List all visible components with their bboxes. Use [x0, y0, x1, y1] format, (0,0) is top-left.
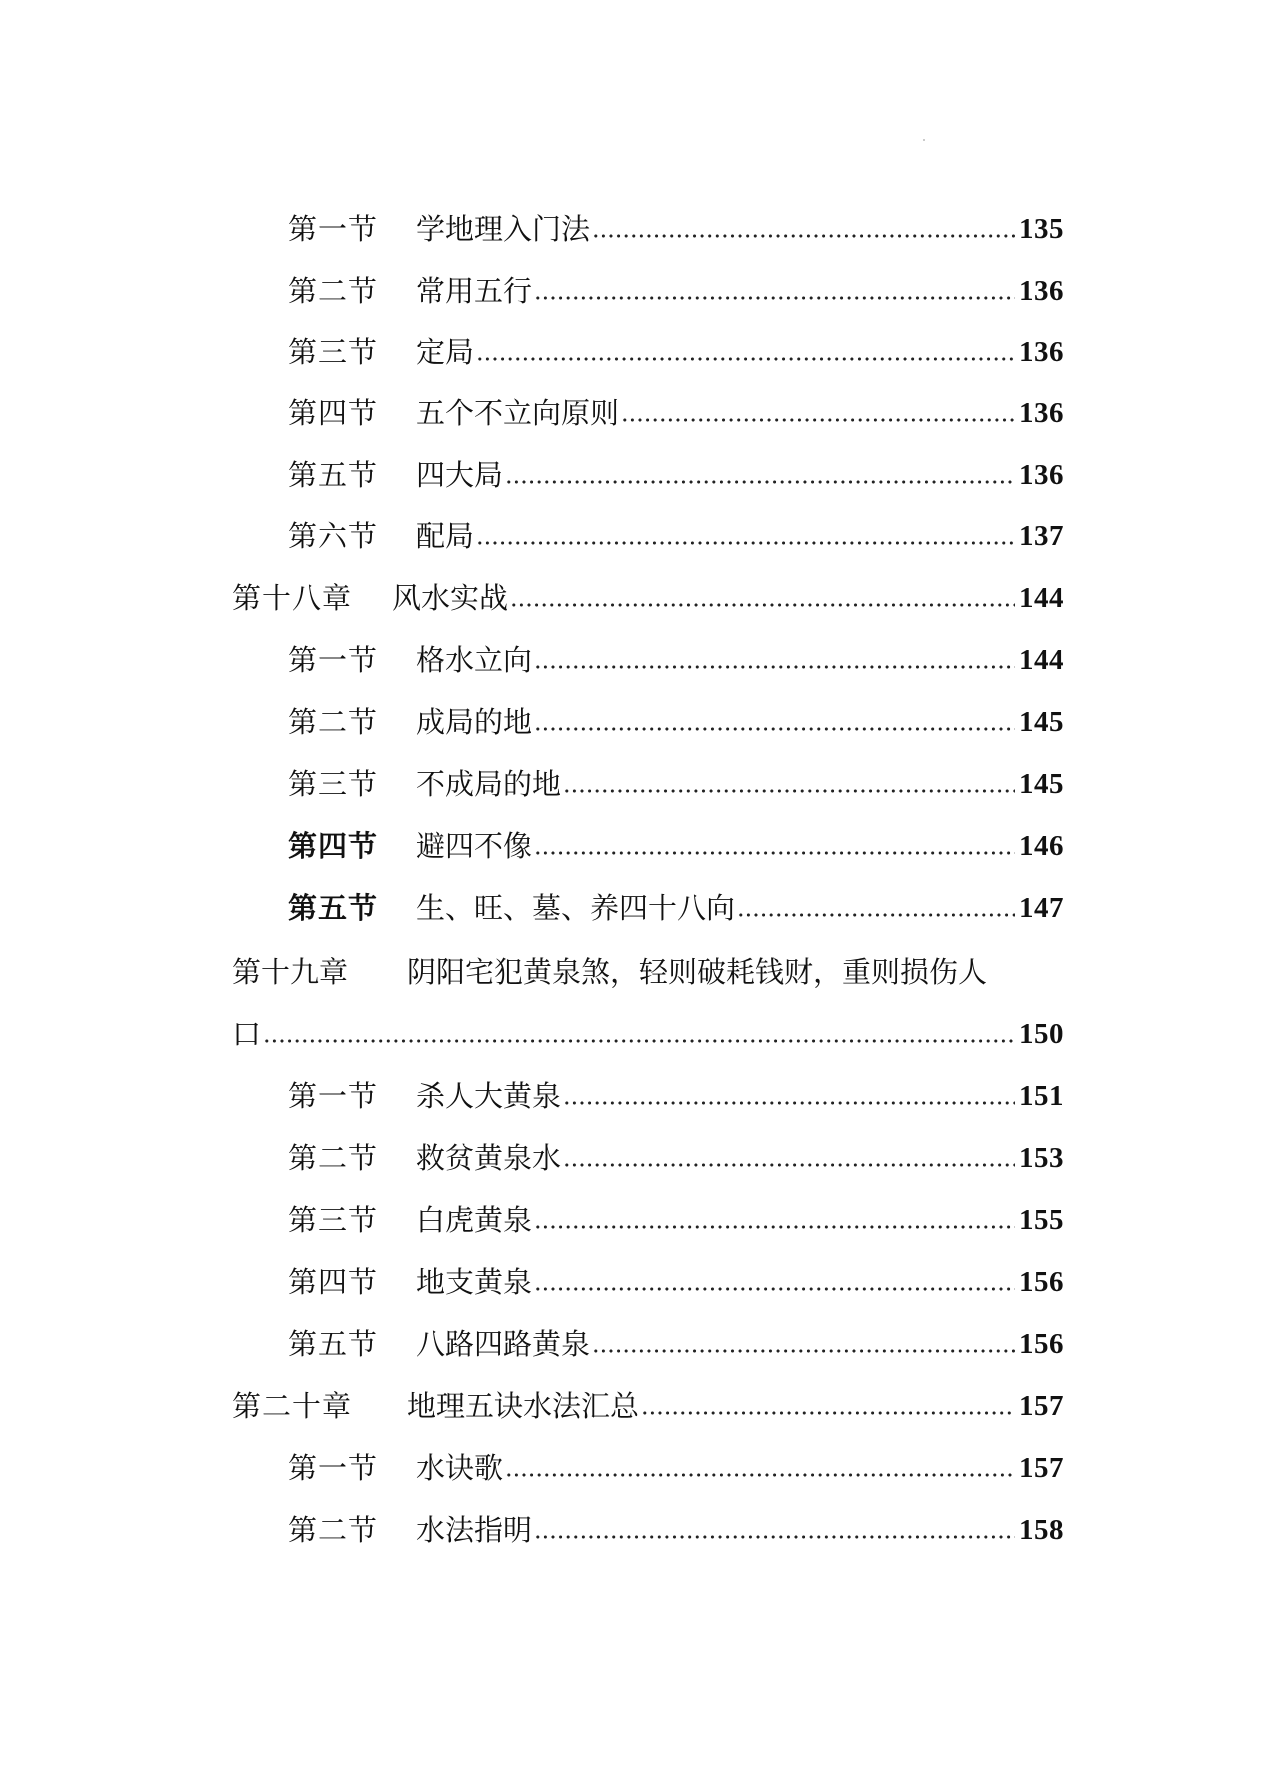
section-title: 水诀歌 — [416, 1451, 504, 1485]
toc-entry[interactable] — [288, 512, 1064, 560]
dot-leader — [534, 1532, 1015, 1542]
section-number: 第四节 — [288, 829, 379, 863]
page-number: 145 — [1019, 706, 1064, 738]
dot-leader — [621, 415, 1015, 425]
toc-entry[interactable] — [288, 1134, 1064, 1182]
section-number: 第二节 — [288, 1141, 379, 1175]
section-title: 格水立向 — [416, 643, 533, 677]
dot-leader — [534, 662, 1015, 672]
chapter-title-line2: 口 — [232, 1017, 262, 1051]
chapter-number: 第十九章 — [232, 955, 349, 989]
dot-leader — [263, 1036, 1015, 1046]
page-number: 136 — [1019, 459, 1064, 491]
toc-chapter-entry-line1[interactable] — [232, 948, 1064, 996]
page-number: 144 — [1019, 582, 1064, 614]
toc-entry[interactable] — [288, 328, 1064, 376]
section-title: 定局 — [416, 335, 475, 369]
page-number: 135 — [1019, 213, 1064, 245]
page-number: 157 — [1019, 1390, 1064, 1422]
page-number: 147 — [1019, 892, 1064, 924]
toc-entry[interactable] — [288, 1072, 1064, 1120]
section-number: 第五节 — [288, 891, 379, 925]
page-number: 151 — [1019, 1080, 1064, 1112]
section-title: 避四不像 — [416, 829, 533, 863]
section-title: 成局的地 — [416, 705, 533, 739]
section-title: 不成局的地 — [416, 767, 562, 801]
dot-leader — [737, 910, 1015, 920]
section-title: 水法指明 — [416, 1513, 533, 1547]
section-number: 第四节 — [288, 1265, 379, 1299]
section-number: 第六节 — [288, 519, 379, 553]
section-number: 第二节 — [288, 705, 379, 739]
section-number: 第五节 — [288, 1327, 379, 1361]
section-number: 第四节 — [288, 396, 379, 430]
scan-speck — [923, 139, 925, 141]
toc-entry[interactable] — [288, 760, 1064, 808]
page-number: 157 — [1019, 1452, 1064, 1484]
chapter-title: 地理五诀水法汇总 — [407, 1389, 640, 1423]
section-title: 四大局 — [416, 458, 504, 492]
page-number: 136 — [1019, 336, 1064, 368]
page-number: 153 — [1019, 1142, 1064, 1174]
page-number: 155 — [1019, 1204, 1064, 1236]
page-number: 156 — [1019, 1328, 1064, 1360]
section-title: 配局 — [416, 519, 475, 553]
dot-leader — [641, 1408, 1015, 1418]
dot-leader — [592, 1346, 1015, 1356]
section-number: 第一节 — [288, 643, 379, 677]
dot-leader — [563, 1160, 1015, 1170]
dot-leader — [476, 354, 1015, 364]
toc-entry[interactable] — [288, 636, 1064, 684]
section-title: 地支黄泉 — [416, 1265, 533, 1299]
section-number: 第一节 — [288, 212, 379, 246]
page-number: 136 — [1019, 397, 1064, 429]
dot-leader — [505, 477, 1015, 487]
section-number: 第三节 — [288, 1203, 379, 1237]
chapter-title-line1: 阴阳宅犯黄泉煞，轻则破耗钱财，重则损伤人 — [407, 955, 988, 989]
dot-leader — [534, 724, 1015, 734]
chapter-number: 第十八章 — [232, 581, 353, 615]
section-number: 第五节 — [288, 458, 379, 492]
section-number: 第二节 — [288, 274, 379, 308]
toc-entry[interactable] — [288, 267, 1064, 315]
chapter-number: 第二十章 — [232, 1389, 353, 1423]
section-title: 生、旺、墓、养四十八向 — [416, 891, 736, 925]
dot-leader — [476, 538, 1015, 548]
section-number: 第一节 — [288, 1079, 379, 1113]
dot-leader — [534, 1222, 1015, 1232]
page-number: 150 — [1019, 1018, 1064, 1050]
page-number: 136 — [1019, 275, 1064, 307]
page-number: 146 — [1019, 830, 1064, 862]
section-title: 八路四路黄泉 — [416, 1327, 591, 1361]
dot-leader — [534, 293, 1015, 303]
page-number: 144 — [1019, 644, 1064, 676]
dot-leader — [505, 1470, 1015, 1480]
toc-entry[interactable] — [288, 1506, 1064, 1554]
toc-entry[interactable] — [288, 205, 1064, 253]
toc-entry[interactable] — [288, 1320, 1064, 1368]
section-title: 杀人大黄泉 — [416, 1079, 562, 1113]
section-number: 第二节 — [288, 1513, 379, 1547]
toc-entry[interactable] — [288, 884, 1064, 932]
toc-chapter-entry[interactable] — [232, 1382, 1064, 1430]
toc-entry[interactable] — [288, 1444, 1064, 1492]
page-number: 145 — [1019, 768, 1064, 800]
section-number: 第三节 — [288, 335, 379, 369]
toc-entry[interactable] — [288, 698, 1064, 746]
toc-entry[interactable] — [288, 451, 1064, 499]
section-number: 第一节 — [288, 1451, 379, 1485]
page-number: 158 — [1019, 1514, 1064, 1546]
dot-leader — [534, 848, 1015, 858]
dot-leader — [563, 1098, 1015, 1108]
dot-leader — [510, 600, 1015, 610]
toc-entry[interactable] — [288, 822, 1064, 870]
section-title: 救贫黄泉水 — [416, 1141, 562, 1175]
toc-entry[interactable] — [288, 1196, 1064, 1244]
toc-chapter-entry[interactable] — [232, 574, 1064, 622]
dot-leader — [534, 1284, 1015, 1294]
toc-entry[interactable] — [288, 1258, 1064, 1306]
toc-entry[interactable] — [288, 389, 1064, 437]
section-title: 学地理入门法 — [416, 212, 591, 246]
section-title: 白虎黄泉 — [416, 1203, 533, 1237]
section-title: 五个不立向原则 — [416, 396, 620, 430]
page-number: 156 — [1019, 1266, 1064, 1298]
section-number: 第三节 — [288, 767, 379, 801]
dot-leader — [592, 231, 1015, 241]
toc-chapter-entry-line2[interactable] — [232, 1010, 1064, 1058]
dot-leader — [563, 786, 1015, 796]
chapter-title: 风水实战 — [392, 581, 509, 615]
page-number: 137 — [1019, 520, 1064, 552]
section-title: 常用五行 — [416, 274, 533, 308]
